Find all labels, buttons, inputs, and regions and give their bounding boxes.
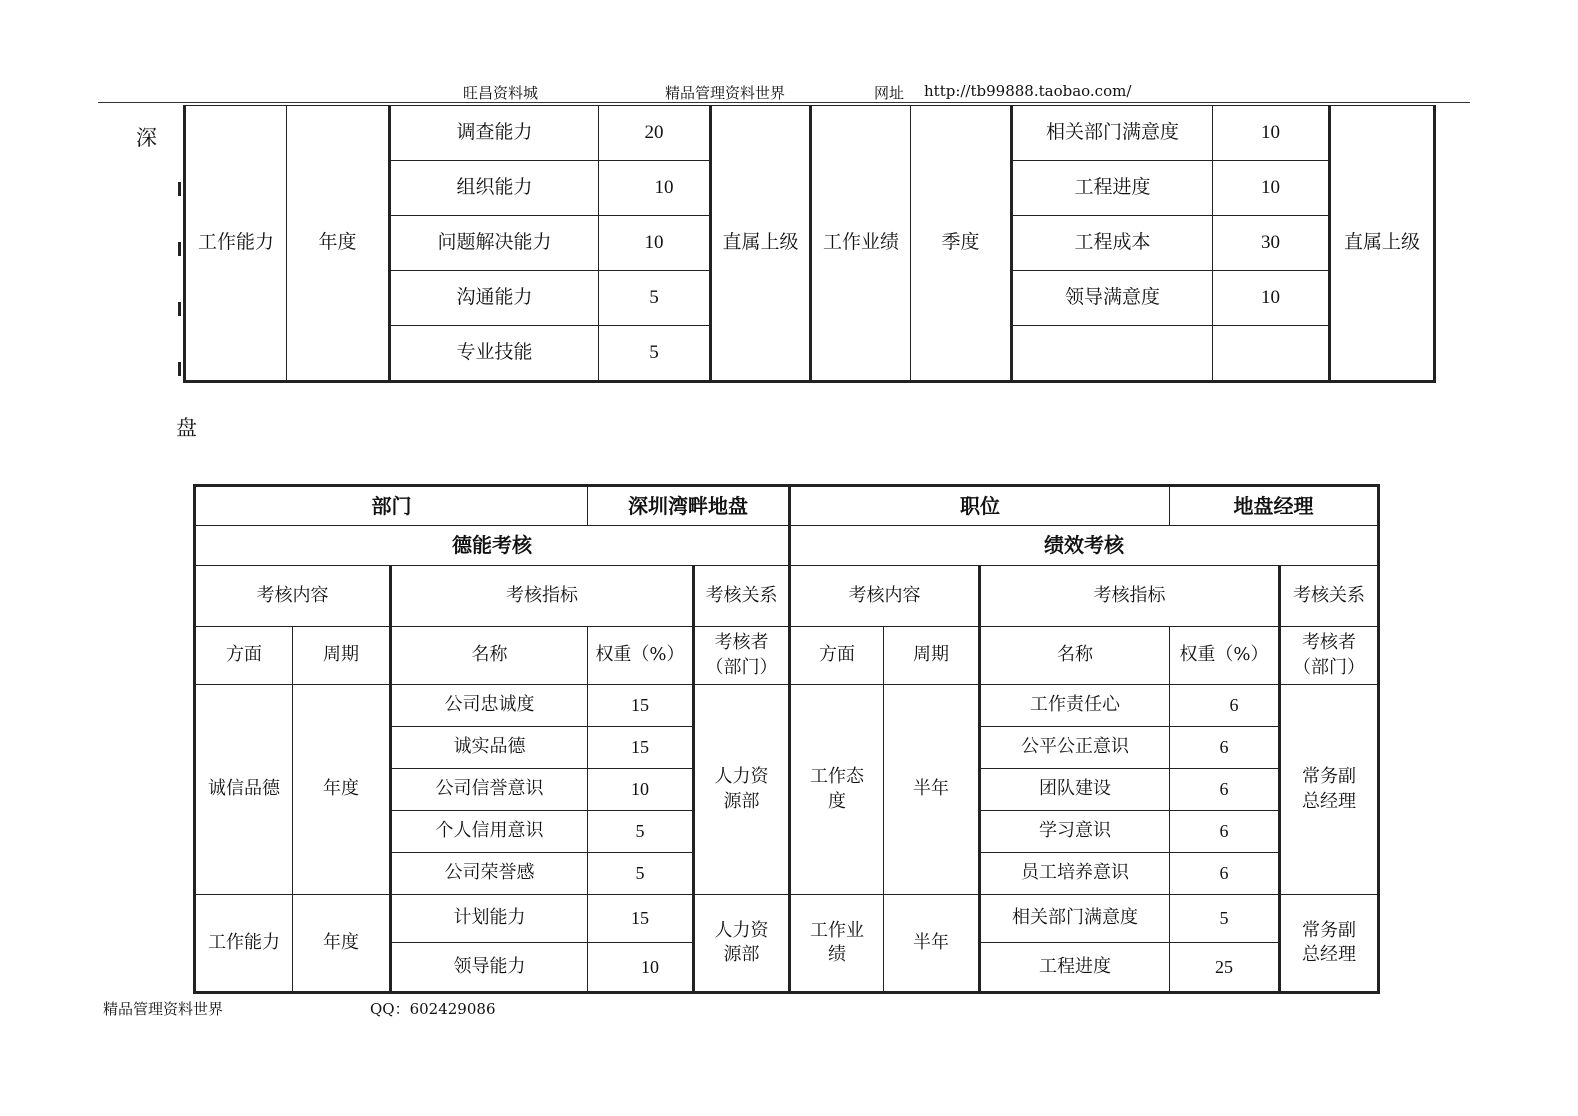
- indicator-name: 组织能力: [390, 161, 599, 216]
- ethics-section-title: 德能考核: [195, 526, 790, 566]
- indicator-header: 考核指标: [391, 566, 694, 627]
- aspect-cell: 诚信品德: [195, 685, 293, 895]
- indicator-weight: 10: [588, 943, 694, 993]
- indicator-weight: 20: [599, 106, 711, 161]
- indicator-weight: [1213, 326, 1330, 382]
- table-row: [195, 685, 1379, 727]
- indicator-weight: 6: [1170, 727, 1280, 769]
- indicator-name: 公司信誉意识: [391, 769, 588, 811]
- indicator-weight: 5: [599, 271, 711, 326]
- period-cell: 年度: [287, 106, 390, 382]
- indicator-name: 工程进度: [980, 943, 1170, 993]
- period-cell: 半年: [884, 685, 980, 895]
- aspect-header: 方面: [790, 627, 884, 685]
- aspect-cell: 工作业绩: [811, 106, 911, 382]
- indicator-name: 诚实品德: [391, 727, 588, 769]
- indicator-name: 公司忠诚度: [391, 685, 588, 727]
- indicator-name: 个人信用意识: [391, 811, 588, 853]
- name-header: 名称: [980, 627, 1170, 685]
- header-divider: [98, 102, 1470, 103]
- indicator-weight: 30: [1213, 216, 1330, 271]
- side-title-clip: [178, 362, 181, 376]
- name-header: 名称: [391, 627, 588, 685]
- side-title-clip: [178, 242, 181, 256]
- indicator-weight: 6: [1170, 769, 1280, 811]
- indicator-name: 沟通能力: [390, 271, 599, 326]
- performance-section-title: 绩效考核: [790, 526, 1379, 566]
- assessor-cell: 常务副总经理: [1280, 895, 1379, 993]
- indicator-name: 相关部门满意度: [1012, 106, 1213, 161]
- indicator-weight: 10: [588, 769, 694, 811]
- position-label: 职位: [790, 486, 1170, 526]
- indicator-name: 公平公正意识: [980, 727, 1170, 769]
- assessor-cell: 常务副总经理: [1280, 685, 1379, 895]
- indicator-name: 公司荣誉感: [391, 853, 588, 895]
- assessment-table-continued: [183, 105, 1436, 383]
- indicator-name: 团队建设: [980, 769, 1170, 811]
- indicator-name: 工程成本: [1012, 216, 1213, 271]
- indicator-name: 计划能力: [391, 895, 588, 943]
- assessor-cell: 人力资源部: [694, 685, 790, 895]
- table-row: [195, 627, 1379, 685]
- period-header: 周期: [884, 627, 980, 685]
- side-title-char: 盘: [176, 416, 197, 440]
- indicator-name: 工作责任心: [980, 685, 1170, 727]
- indicator-weight: 10: [1213, 161, 1330, 216]
- footer-qq: QQ：602429086: [370, 1000, 496, 1018]
- indicator-name: 相关部门满意度: [980, 895, 1170, 943]
- table-row: [185, 106, 1435, 161]
- indicator-name: 领导能力: [391, 943, 588, 993]
- header-shop-name: 旺昌资料城: [463, 84, 539, 102]
- weight-header: 权重（%）: [588, 627, 694, 685]
- dept-value: 深圳湾畔地盘: [588, 486, 790, 526]
- indicator-name: 工程进度: [1012, 161, 1213, 216]
- indicator-header: 考核指标: [980, 566, 1280, 627]
- indicator-weight: 15: [588, 685, 694, 727]
- indicator-weight: 5: [588, 811, 694, 853]
- weight-header: 权重（%）: [1170, 627, 1280, 685]
- assessor-cell: 直属上级: [711, 106, 811, 382]
- footer-world-name: 精品管理资料世界: [103, 1000, 224, 1018]
- aspect-cell: 工作能力: [195, 895, 293, 993]
- indicator-weight: 5: [1170, 895, 1280, 943]
- indicator-name: 调查能力: [390, 106, 599, 161]
- header-url-label: 网址: [874, 84, 905, 102]
- indicator-weight: 5: [599, 326, 711, 382]
- assessor-header: 考核者（部门）: [694, 627, 790, 685]
- indicator-weight: 6: [1170, 853, 1280, 895]
- header-world-name: 精品管理资料世界: [665, 84, 786, 102]
- relation-header: 考核关系: [1280, 566, 1379, 627]
- aspect-cell: 工作业绩: [790, 895, 884, 993]
- position-value: 地盘经理: [1170, 486, 1379, 526]
- period-header: 周期: [293, 627, 391, 685]
- indicator-name: 问题解决能力: [390, 216, 599, 271]
- table-row: [195, 486, 1379, 526]
- indicator-weight: 25: [1170, 943, 1280, 993]
- indicator-weight: 15: [588, 895, 694, 943]
- indicator-weight: 6: [1170, 685, 1280, 727]
- indicator-weight: 5: [588, 853, 694, 895]
- indicator-weight: 6: [1170, 811, 1280, 853]
- content-header: 考核内容: [790, 566, 980, 627]
- table-row: [195, 526, 1379, 566]
- indicator-name: 员工培养意识: [980, 853, 1170, 895]
- indicator-name: 领导满意度: [1012, 271, 1213, 326]
- aspect-cell: 工作能力: [185, 106, 287, 382]
- indicator-weight: 10: [1213, 106, 1330, 161]
- period-cell: 年度: [293, 685, 391, 895]
- side-title-clip: [178, 182, 181, 196]
- aspect-header: 方面: [195, 627, 293, 685]
- table-row: [195, 895, 1379, 943]
- assessor-header: 考核者（部门）: [1280, 627, 1379, 685]
- relation-header: 考核关系: [694, 566, 790, 627]
- header-url[interactable]: http://tb99888.taobao.com/: [924, 82, 1132, 100]
- table-row: [195, 566, 1379, 627]
- period-cell: 年度: [293, 895, 391, 993]
- assessor-cell: 人力资源部: [694, 895, 790, 993]
- indicator-weight: 10: [1213, 271, 1330, 326]
- indicator-weight: 15: [588, 727, 694, 769]
- side-title-char: 深: [136, 126, 157, 150]
- indicator-weight: 10: [599, 161, 711, 216]
- assessor-cell: 直属上级: [1330, 106, 1435, 382]
- indicator-weight: 10: [599, 216, 711, 271]
- period-cell: 季度: [911, 106, 1012, 382]
- indicator-name: 学习意识: [980, 811, 1170, 853]
- indicator-name: 专业技能: [390, 326, 599, 382]
- period-cell: 半年: [884, 895, 980, 993]
- aspect-cell: 工作态度: [790, 685, 884, 895]
- indicator-name: [1012, 326, 1213, 382]
- dept-label: 部门: [195, 486, 588, 526]
- content-header: 考核内容: [195, 566, 391, 627]
- assessment-table: [193, 484, 1380, 994]
- side-title-clip: [178, 302, 181, 316]
